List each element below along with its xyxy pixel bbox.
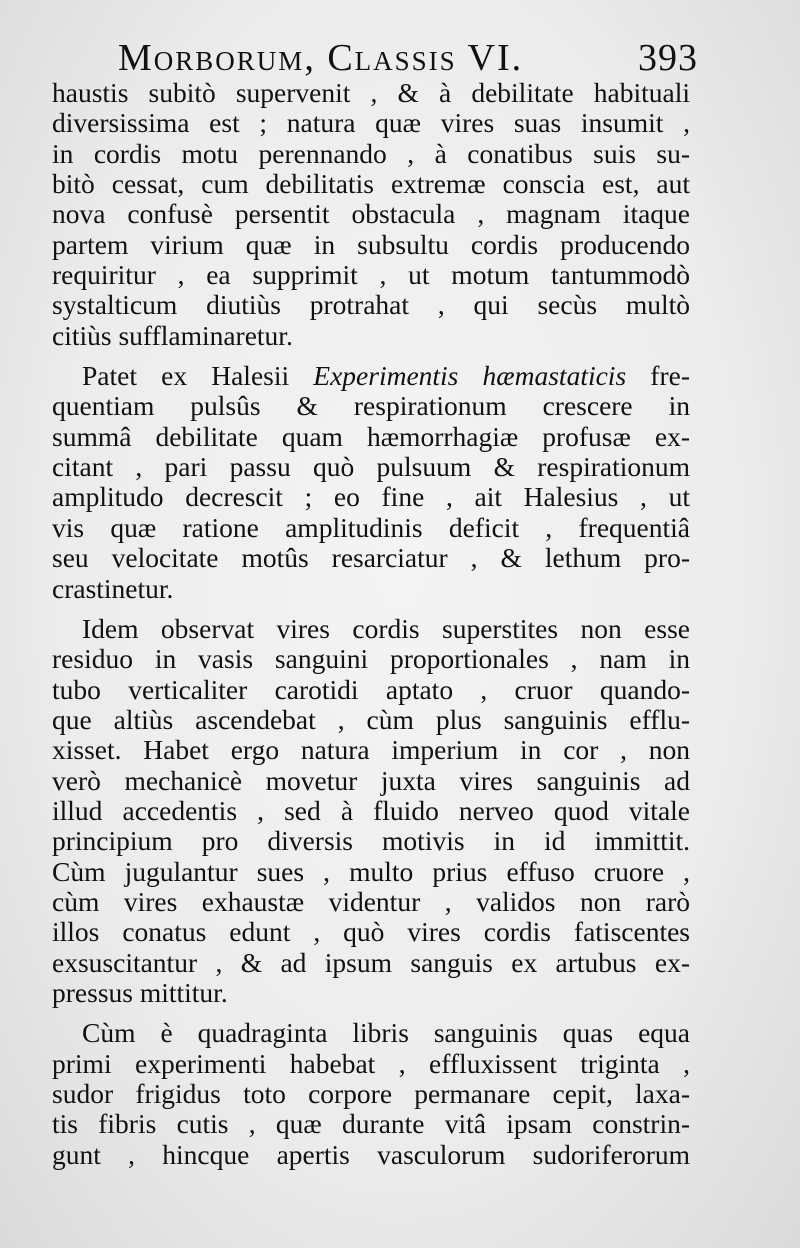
text-line: seu velocitate motûs resarciatur , & lethum pro-: [52, 542, 690, 574]
page-number: 393: [638, 37, 698, 79]
text-line: illud accedentis , sed à fluido nerveo quod vitale: [52, 794, 690, 826]
text-line: cùm vires exhaustæ videntur , validos non rarò: [52, 885, 690, 917]
text-line: crastinetur.: [52, 572, 174, 604]
paragraph: [52, 361, 690, 604]
text-line: nova confusè persentit obstacula , magnam itaque: [52, 198, 690, 230]
text-line: tubo verticaliter carotidi aptato , cruor quando-: [52, 673, 690, 705]
paragraph: [52, 78, 690, 351]
text-line: gunt , hincque apertis vasculorum sudoriferorum: [52, 1138, 690, 1170]
text-line: citiùs sufflaminaretur.: [52, 319, 293, 351]
text-line: principium pro diversis motivis in id immittit.: [52, 825, 690, 857]
text-line: Patet ex Halesii Experimentis hæmastaticis fre-: [82, 360, 690, 392]
italic-title: Experimentis hæmastaticis: [313, 360, 627, 392]
text-line: in cordis motu perennando , à conatibus suis su-: [52, 137, 690, 169]
text-line: Idem observat vires cordis superstites non esse: [82, 612, 690, 644]
text-line: quentiam pulsûs & respirationum crescere in: [52, 390, 690, 422]
text-line: Cùm è quadraginta libris sanguinis quas equa: [82, 1017, 690, 1049]
text-line: bitò cessat, cum debilitatis extremæ conscia est, aut: [52, 168, 690, 200]
text-line: pressus mittitur.: [52, 976, 228, 1008]
text-line: que altiùs ascendebat , cùm plus sanguinis efflu-: [52, 703, 690, 735]
text-line: diversissima est ; natura quæ vires suas insumit ,: [52, 107, 690, 139]
text-line: systalticum diutiùs protrahat , qui secùs multò: [52, 289, 690, 321]
text-line: Cùm jugulantur sues , multo prius effuso cruore ,: [52, 855, 690, 887]
text-line: vis quæ ratione amplitudinis deficit , frequentiâ: [52, 511, 690, 543]
text-line: amplitudo decrescit ; eo fine , ait Halesius , ut: [52, 481, 690, 513]
text-line: haustis subitò supervenit , & à debilitate habituali: [52, 77, 690, 108]
paragraph: [52, 1018, 690, 1170]
text-line: verò mechanicè movetur juxta vires sanguinis ad: [52, 764, 690, 796]
text-line: residuo in vasis sanguini proportionales , nam in: [52, 643, 690, 675]
text-line: illos conatus edunt , quò vires cordis fatiscentes: [52, 916, 690, 948]
text-line: citant , pari passu quò pulsuum & respirationum: [52, 451, 690, 483]
text-line: xisset. Habet ergo natura imperium in cor , non: [52, 734, 690, 766]
text-line: sudor frigidus toto corpore permanare cepit, laxa-: [52, 1078, 690, 1109]
text-line: summâ debilitate quam hæmorrhagiæ profusæ ex-: [52, 420, 690, 452]
text-line: requiritur , ea supprimit , ut motum tantummodò: [52, 259, 690, 291]
text-line: exsuscitantur , & ad ipsum sanguis ex artubus ex-: [52, 946, 690, 978]
body-text: [52, 78, 690, 1170]
paragraph: [52, 614, 690, 1008]
text-line: tis fibris cutis , quæ durante vitâ ipsam constrin-: [52, 1108, 690, 1140]
text-line: partem virium quæ in subsultu cordis producendo: [52, 228, 690, 260]
running-title: Morborum, Classis VI.: [118, 37, 524, 79]
text-line: primi experimenti habebat , effluxissent triginta ,: [52, 1047, 690, 1079]
